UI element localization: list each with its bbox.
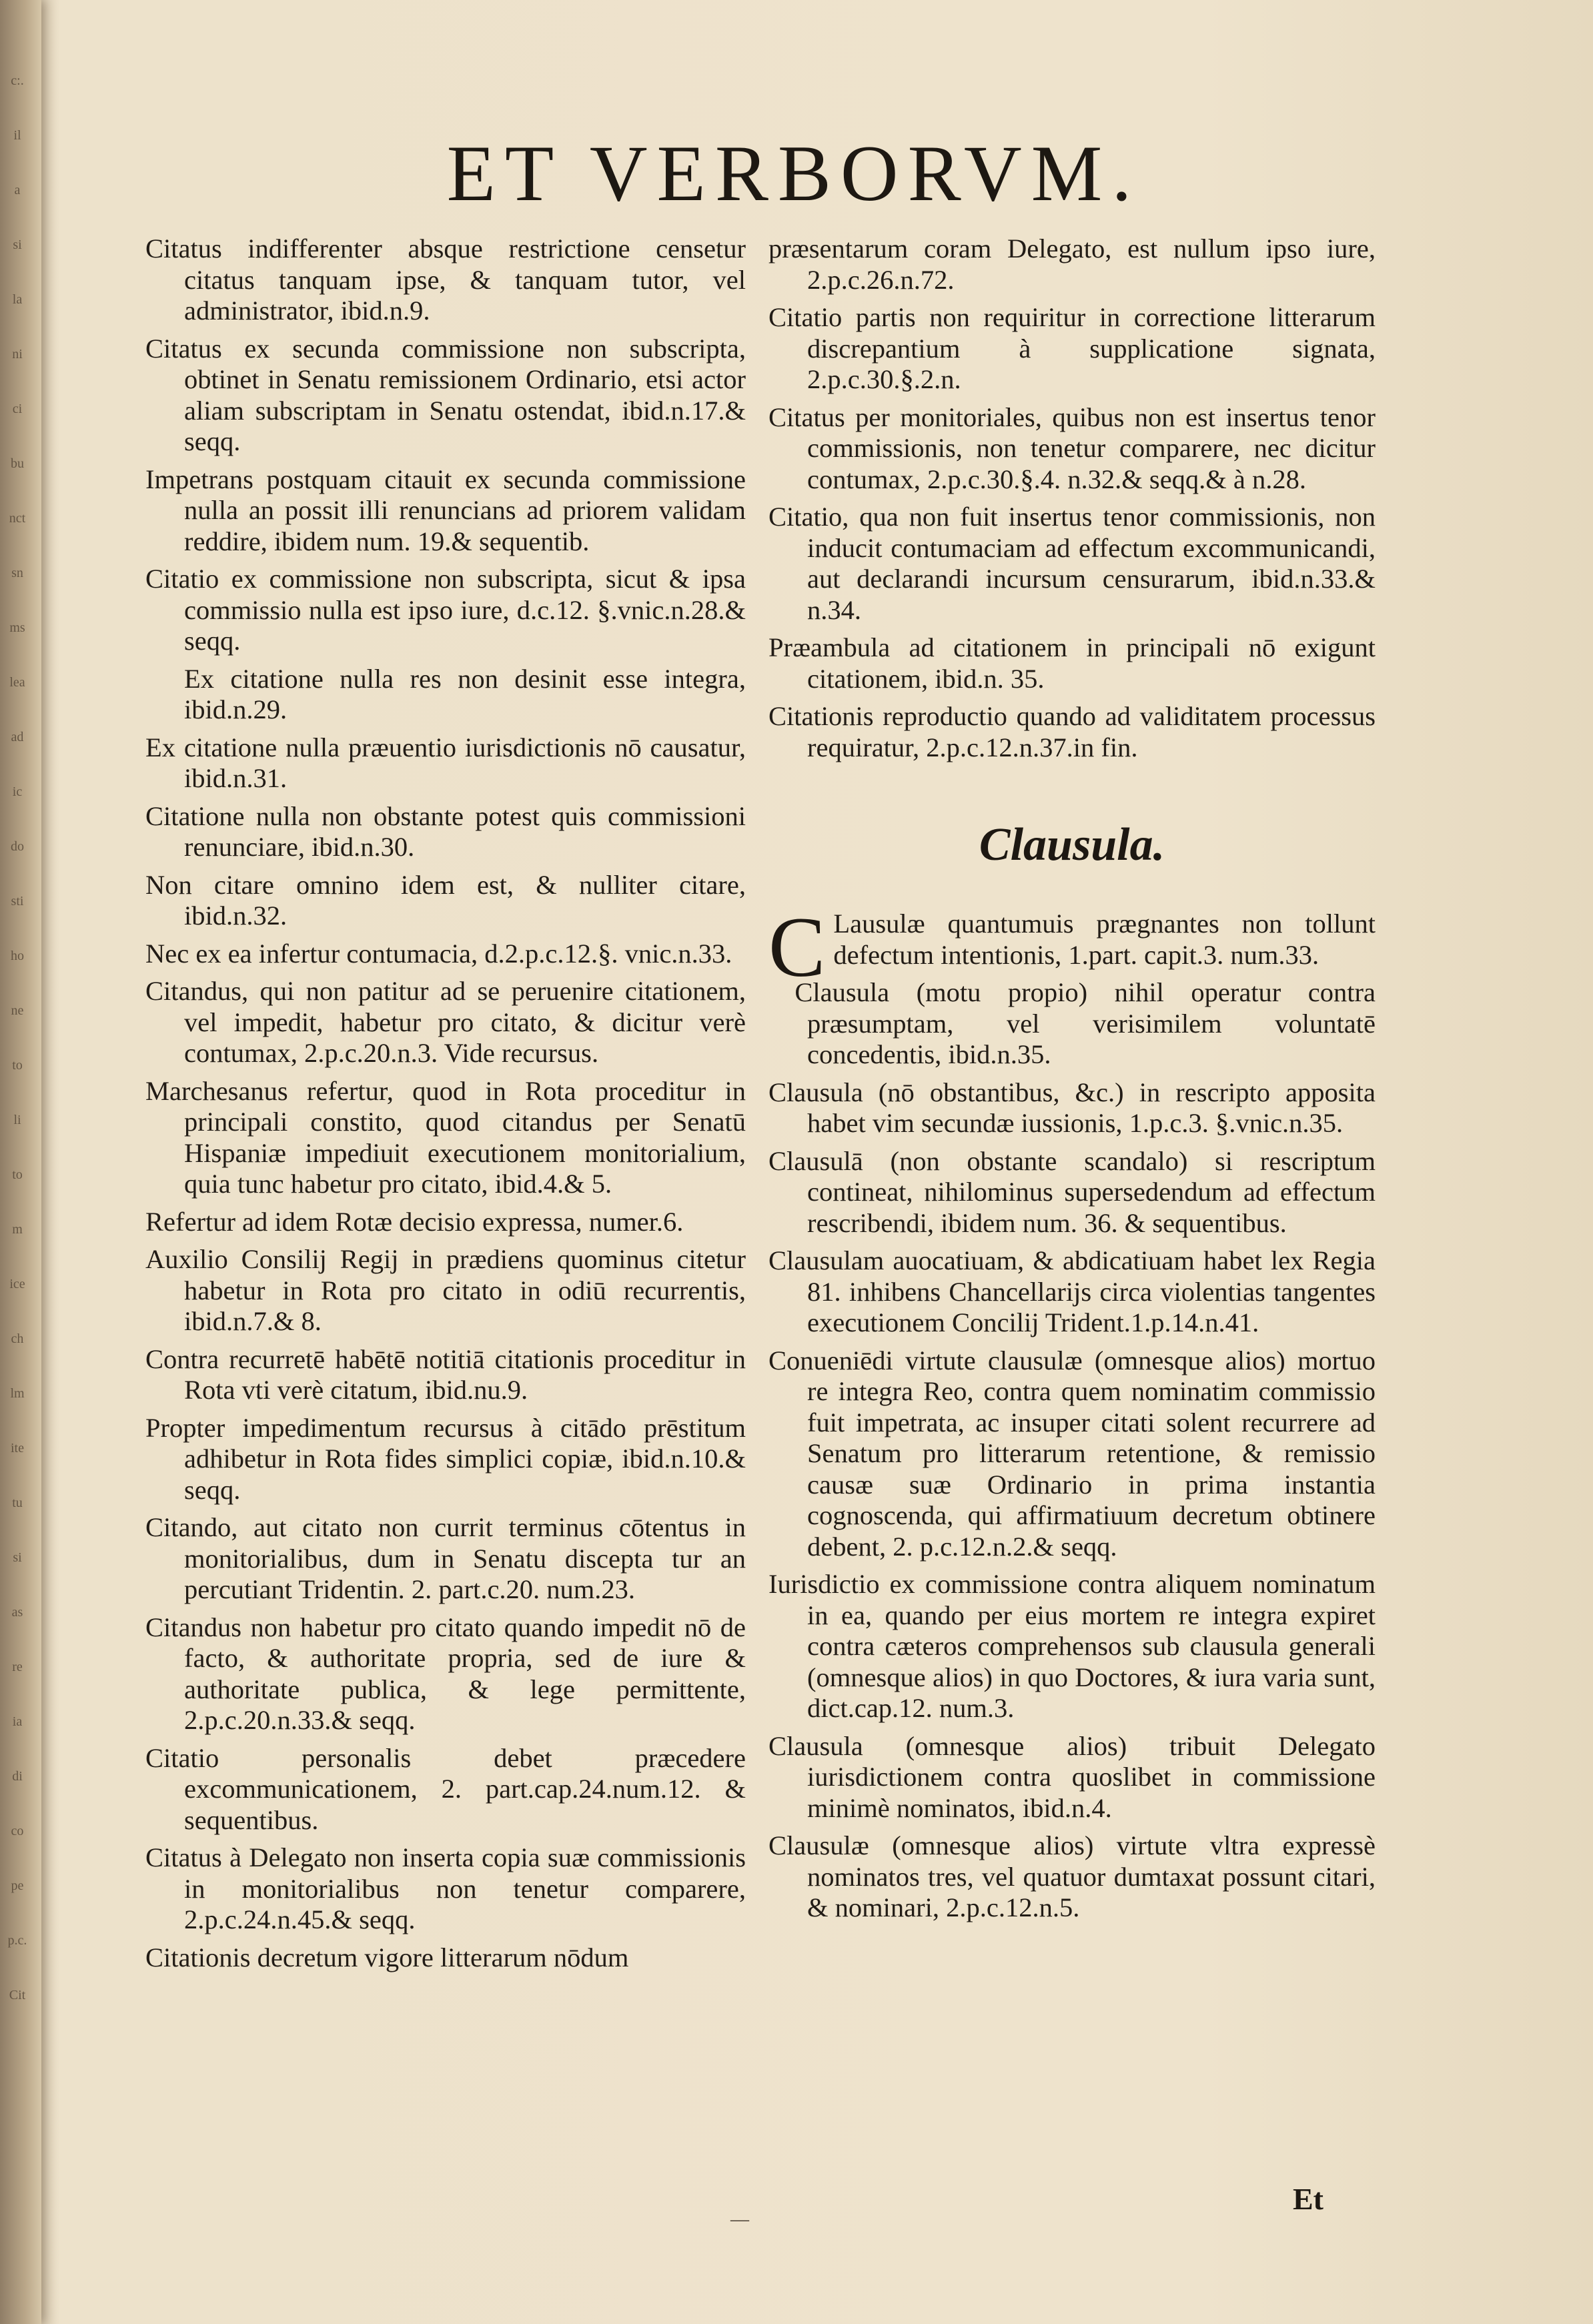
adjacent-page-fragments — [0, 53, 35, 2308]
index-entry: Citandus, qui non patitur ad se peruenire citationem, vel impedit, habetur pro citato, & dicitur verè contumax, 2.p.c.20.n.3. Vide recursus. — [145, 976, 746, 1068]
margin-fragment: ice — [9, 1277, 25, 1291]
index-entry: Citatus ex secunda commissione non subscripta, obtinet in Senatu remissionem Ordinario, etsi actor aliam subscriptam in Senatu ostendat, ibid.n.17.& seqq. — [145, 333, 746, 456]
running-header: ET VERBORVM. — [446, 129, 1141, 217]
margin-fragment: to — [12, 1167, 23, 1182]
index-entry-dropcap — [768, 900, 1376, 995]
index-entry: Præambula ad citationem in principali nō exigunt citationem, ibid.n. 35. — [768, 632, 1376, 694]
margin-fragment: as — [11, 1605, 23, 1620]
index-entry-text: Clausula (nō obstantibus, &c.) in rescripto apposita habet vim secundæ iussionis, 1.p.c.3. §.vnic.n.35. — [768, 1077, 1376, 1138]
index-entry — [768, 1345, 1376, 1563]
margin-fragment: co — [11, 1824, 24, 1838]
clausula-entries — [768, 900, 1376, 1924]
margin-fragment: c:. — [11, 73, 24, 88]
margin-fragment: ia — [12, 1714, 23, 1729]
index-entry: Citatione nulla non obstante potest quis commissioni renunciare, ibid.n.30. — [145, 800, 746, 862]
binding-gutter — [0, 0, 41, 2324]
drop-cap-letter: C — [768, 900, 826, 995]
index-entry: Propter impedimentum recursus à citādo prēstitum adhibetur in Rota fides simplici copiæ, ibid.n.10.& seqq. — [145, 1412, 746, 1505]
margin-fragment: pe — [11, 1878, 24, 1893]
index-entry — [768, 1830, 1376, 1924]
margin-fragment: re — [12, 1660, 23, 1674]
margin-fragment: m — [12, 1222, 23, 1237]
index-entry: Impetrans postquam citauit ex secunda commissione nulla an possit illi renuncians ad priorem validam reddire, ibidem num. 19.& sequentib. — [145, 464, 746, 556]
margin-fragment: ho — [11, 949, 24, 963]
index-entry-text: Clausulā (non obstante scandalo) si rescriptum contineat, nihilominus supersedendum ad effectum rescribendi, ibidem num. 36. & sequentibus. — [768, 1145, 1376, 1238]
index-entry: Citandus non habetur pro citato quando impedit nō de facto, & authoritate propria, sed de iure & authoritate publica, & lege permittente, 2.p.c.20.n.33.& seqq. — [145, 1612, 746, 1735]
section-title: Clausula. — [979, 819, 1165, 870]
margin-fragment: sti — [11, 894, 24, 909]
margin-fragment: bu — [11, 456, 24, 471]
margin-fragment: sn — [11, 566, 23, 580]
margin-fragment: Cit — [9, 1988, 26, 2002]
index-entry: Ex citatione nulla præuentio iurisdictionis nō causatur, ibid.n.31. — [145, 732, 746, 793]
index-entry: præsentarum coram Delegato, est nullum ipso iure, 2.p.c.26.n.72. — [768, 233, 1376, 295]
margin-fragment: do — [11, 839, 24, 854]
margin-fragment: tu — [12, 1496, 23, 1510]
margin-fragment: ic — [12, 784, 23, 799]
index-entry: Citatio partis non requiritur in correctione litterarum discrepantium à supplicatione signata, 2.p.c.30.§.2.n. — [768, 302, 1376, 394]
index-entry: Citatus indifferenter absque restrictione censetur citatus tanquam ipse, & tanquam tutor, vel administrator, ibid.n.9. — [145, 233, 746, 326]
catchword: Et — [1293, 2182, 1323, 2216]
index-entry-text: Clausula (omnesque alios) tribuit Delegato iurisdictionem contra quoslibet in commissione minimè nominatos, ibid.n.4. — [768, 1730, 1376, 1823]
index-entry: Citatio personalis debet præcedere excommunicationem, 2. part.cap.24.num.12. & sequentibus. — [145, 1742, 746, 1835]
index-entry — [768, 1146, 1376, 1239]
margin-fragment: a — [14, 183, 21, 197]
index-entry: Citationis decretum vigore litterarum nōdum — [145, 1942, 629, 1972]
margin-fragment: p.c. — [7, 1933, 27, 1948]
index-entry: Citando, aut citato non currit terminus cōtentus in monitorialibus, dum in Senatu discepta tur an percutiant Tridentin. 2. part.c.20. num.23. — [145, 1512, 746, 1604]
margin-fragment: si — [13, 1550, 22, 1565]
index-entry — [768, 1077, 1376, 1139]
margin-fragment: ad — [11, 730, 24, 744]
margin-fragment: ch — [11, 1331, 24, 1346]
margin-fragment: nct — [9, 511, 26, 526]
margin-fragment: lm — [10, 1386, 25, 1401]
index-entry: Marchesanus refertur, quod in Rota proceditur in principali constito, quod citandus per Senatū Hispaniæ impediuit executionem monitorialium, quia tunc habetur pro citato, ibid.4.& 5. — [145, 1075, 746, 1199]
index-entry-text: Conueniēdi virtute clausulæ (omnesque alios) mortuo re integra Reo, contra quem nominatim commissio fuit impetrata, ac insuper citati solent recurrere ad Senatum pro litterarum retentione, & remissio causæ suæ Ordinario in prima instantia cognoscenda, qui affirmatiuum decretum obtinere debent, 2. p.c.12.n.2.& seqq. — [768, 1345, 1376, 1562]
margin-fragment: ci — [12, 402, 23, 416]
index-entry-text: Clausulam auocatiuam, & abdicatiuam habet lex Regia 81. inhibens Chancellarijs circa violentias tangentes executionem Concilij Trident.1.p.14.n.41. — [768, 1245, 1376, 1337]
index-entry: Refertur ad idem Rotæ decisio expressa, numer.6. — [145, 1206, 684, 1237]
margin-fragment: la — [12, 292, 23, 307]
index-entry-text: Clausula (motu propio) nihil operatur contra præsumptam, vel verisimilem voluntatē concedentis, ibid.n.35. — [794, 977, 1376, 1069]
margin-fragment: il — [13, 128, 21, 143]
margin-fragment: ite — [11, 1441, 24, 1456]
index-entry — [768, 1245, 1376, 1339]
right-column — [768, 233, 1376, 1930]
margin-fragment: di — [12, 1769, 23, 1784]
index-entry-text: Clausulæ (omnesque alios) virtute vltra expressè nominatos tres, vel quatuor dumtaxat possunt citari, & nominari, 2.p.c.12.n.5. — [768, 1830, 1376, 1922]
index-entry: Citatus per monitoriales, quibus non est insertus tenor commissionis, non tenetur comparere, nec dicitur contumax, 2.p.c.30.§.4. n.32.& seqq.& à n.28. — [768, 402, 1376, 494]
page-bottom-mark: — — [730, 2209, 749, 2230]
index-entry: Citatio, qua non fuit insertus tenor commissionis, non inducit contumaciam ad effectum excommunicandi, aut declarandi incursum censurarum, ibid.n.33.& n.34. — [768, 502, 1376, 625]
index-entry-text: Iurisdictio ex commissione contra aliquem nominatum in ea, quando per eius mortem re integra expiret contra cæteros comprehensos sub clausula generali (omnesque alios) in quo Doctores, & iura varia sunt, dict.cap.12. num.3. — [768, 1569, 1376, 1723]
left-column — [145, 233, 746, 1980]
index-entry: Contra recurretē habētē notitiā citationis proceditur in Rota vti verè citatum, ibid.nu.9. — [145, 1343, 746, 1405]
index-entry: Citationis reproductio quando ad validitatem processus requiratur, 2.p.c.12.n.37.in fin. — [768, 701, 1376, 762]
right-column-citatio-entries — [768, 233, 1376, 763]
index-entry: Ex citatione nulla res non desinit esse integra, ibid.n.29. — [184, 663, 746, 724]
margin-fragment: to — [12, 1058, 23, 1073]
index-entry: Citatus à Delegato non inserta copia suæ commissionis in monitorialibus non tenetur comparere, 2.p.c.24.n.45.& seqq. — [145, 1842, 746, 1934]
index-entry-text: Lausulæ quantumuis prægnantes non tollunt defectum intentionis, 1.part. capit.3. num.33. — [833, 909, 1376, 970]
index-entry: Nec ex ea infertur contumacia, d.2.p.c.12.§. vnic.n.33. — [145, 938, 732, 969]
index-entry — [768, 1731, 1376, 1824]
index-entry — [768, 1569, 1376, 1724]
margin-fragment: si — [13, 237, 22, 252]
margin-fragment: ms — [9, 620, 25, 635]
index-entry: Citatio ex commissione non subscripta, sicut & ipsa commissio nulla est ipso iure, d.c.12. §.vnic.n.28.& seqq. — [145, 564, 746, 656]
margin-fragment: ni — [12, 347, 23, 362]
index-entry: Non citare omnino idem est, & nulliter citare, ibid.n.32. — [145, 869, 746, 931]
margin-fragment: ne — [11, 1003, 24, 1018]
margin-fragment: li — [13, 1113, 21, 1127]
index-entry — [768, 977, 1376, 1071]
index-entry: Auxilio Consilij Regij in prædiens quominus citetur habetur in Rota pro citato in odiū recurrentis, ibid.n.7.& 8. — [145, 1244, 746, 1336]
margin-fragment: lea — [9, 675, 25, 690]
